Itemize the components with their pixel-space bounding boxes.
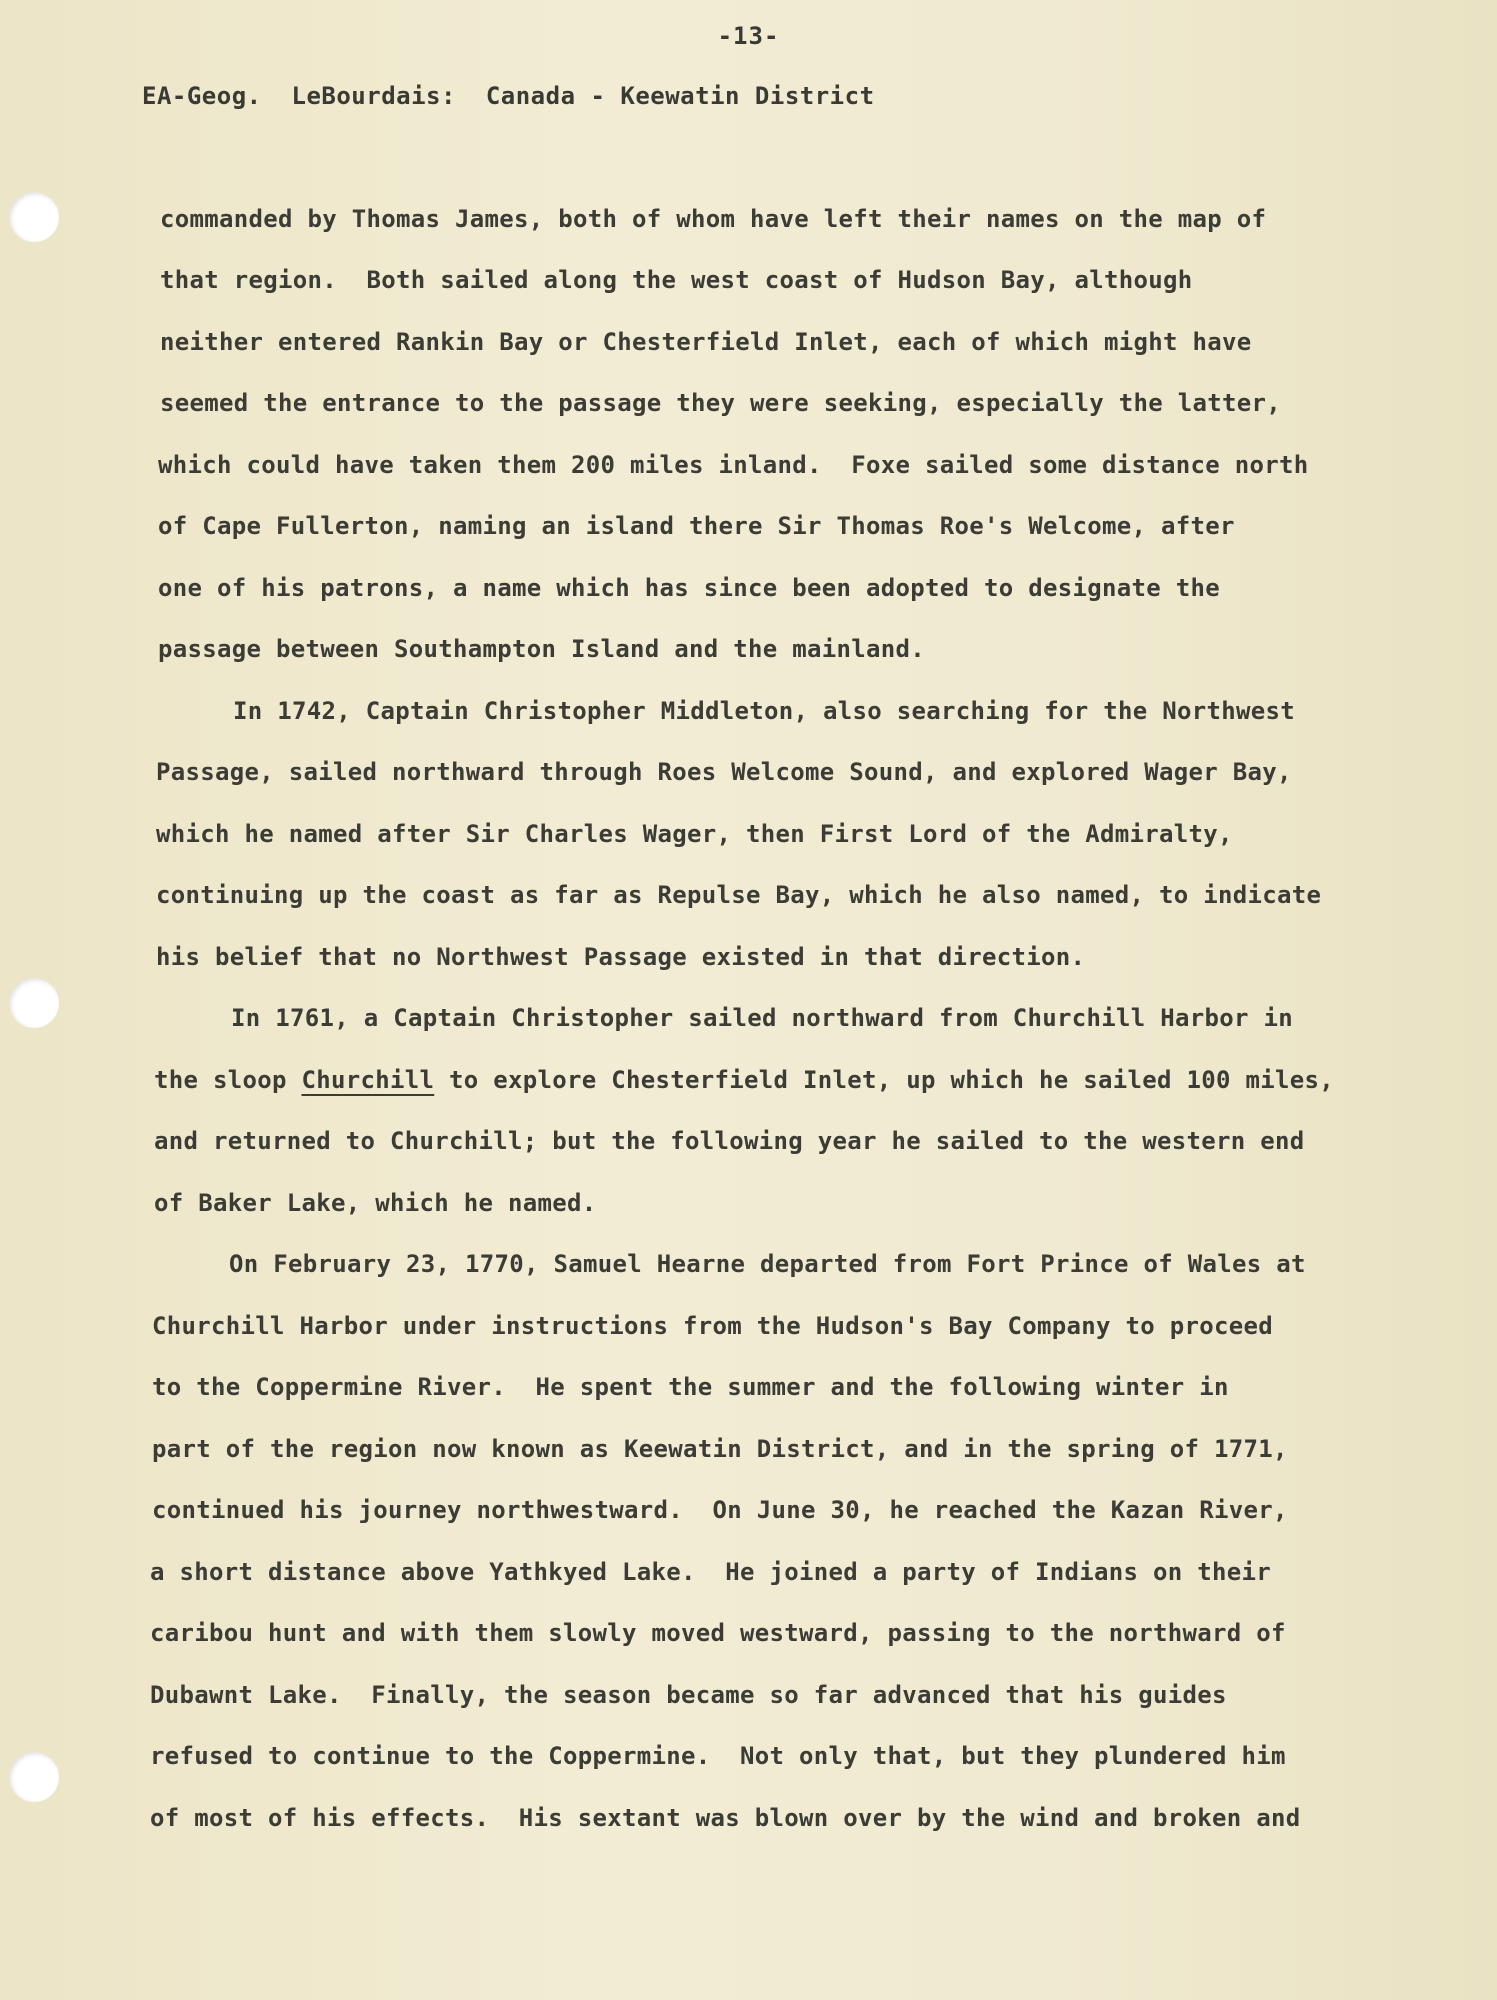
text-line: passage between Southampton Island and the mainland. bbox=[158, 635, 925, 663]
text-line: which could have taken them 200 miles inland. Foxe sailed some distance north bbox=[158, 451, 1309, 479]
text-line: which he named after Sir Charles Wager, then First Lord of the Admiralty, bbox=[156, 820, 1233, 848]
text-line: seemed the entrance to the passage they were seeking, especially the latter, bbox=[160, 389, 1281, 417]
text-line: one of his patrons, a name which has since been adopted to designate the bbox=[158, 574, 1220, 602]
text-line: caribou hunt and with them slowly moved westward, passing to the northward of bbox=[150, 1619, 1286, 1647]
text-line: In 1761, a Captain Christopher sailed northward from Churchill Harbor in bbox=[231, 1004, 1293, 1032]
page-number: -13- bbox=[717, 22, 780, 50]
text-line: to the Coppermine River. He spent the summer and the following winter in bbox=[152, 1373, 1229, 1401]
text-segment: to explore Chesterfield Inlet, up which he sailed 100 miles, bbox=[434, 1066, 1334, 1094]
text-line: In 1742, Captain Christopher Middleton, also searching for the Northwest bbox=[233, 697, 1295, 725]
text-line: Passage, sailed northward through Roes Welcome Sound, and explored Wager Bay, bbox=[156, 758, 1292, 786]
text-line: neither entered Rankin Bay or Chesterfield Inlet, each of which might have bbox=[160, 328, 1252, 356]
punch-hole bbox=[9, 1752, 59, 1802]
text-line bbox=[154, 1066, 1334, 1094]
punch-hole bbox=[9, 192, 59, 242]
text-line: a short distance above Yathkyed Lake. He joined a party of Indians on their bbox=[150, 1558, 1271, 1586]
text-line: his belief that no Northwest Passage existed in that direction. bbox=[156, 943, 1086, 971]
text-line: continuing up the coast as far as Repulse Bay, which he also named, to indicate bbox=[156, 881, 1322, 909]
text-line: that region. Both sailed along the west coast of Hudson Bay, although bbox=[160, 266, 1193, 294]
ship-name-churchill: Churchill bbox=[301, 1066, 435, 1094]
text-line: of Cape Fullerton, naming an island there Sir Thomas Roe's Welcome, after bbox=[158, 512, 1235, 540]
text-line: continued his journey northwestward. On June 30, he reached the Kazan River, bbox=[152, 1496, 1288, 1524]
text-line: of most of his effects. His sextant was blown over by the wind and broken and bbox=[150, 1804, 1301, 1832]
text-line: On February 23, 1770, Samuel Hearne departed from Fort Prince of Wales at bbox=[229, 1250, 1306, 1278]
text-line: refused to continue to the Coppermine. Not only that, but they plundered him bbox=[150, 1742, 1286, 1770]
document-header: EA-Geog. LeBourdais: Canada - Keewatin District bbox=[142, 82, 875, 110]
punch-hole bbox=[9, 978, 59, 1028]
text-line: and returned to Churchill; but the following year he sailed to the western end bbox=[154, 1127, 1305, 1155]
text-line: Dubawnt Lake. Finally, the season became so far advanced that his guides bbox=[150, 1681, 1227, 1709]
text-line: Churchill Harbor under instructions from the Hudson's Bay Company to proceed bbox=[152, 1312, 1273, 1340]
text-segment: the sloop bbox=[154, 1066, 302, 1094]
text-line: of Baker Lake, which he named. bbox=[154, 1189, 597, 1217]
text-line: commanded by Thomas James, both of whom have left their names on the map of bbox=[160, 205, 1267, 233]
text-line: part of the region now known as Keewatin District, and in the spring of 1771, bbox=[152, 1435, 1288, 1463]
